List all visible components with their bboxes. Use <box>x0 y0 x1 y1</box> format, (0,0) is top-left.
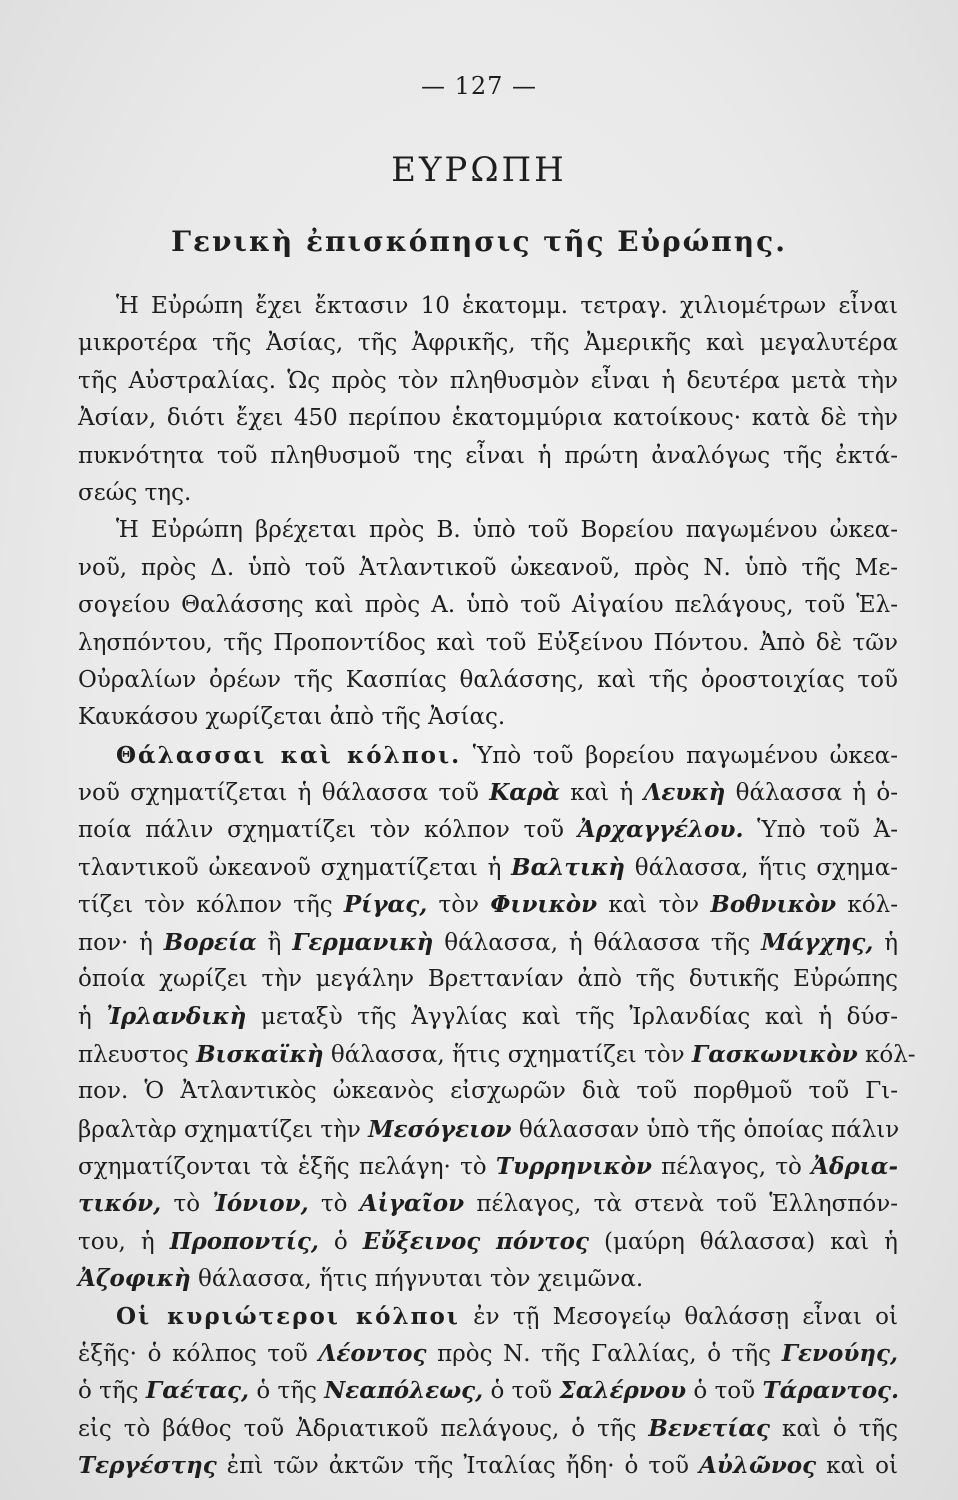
text-run: ἡ <box>873 929 898 956</box>
text-line <box>78 438 898 475</box>
emphasized-term: Τάραντος. <box>762 1377 900 1405</box>
text-run: θάλασσα ἡ ὁ- <box>725 780 898 807</box>
text-line <box>78 512 898 549</box>
emphasized-term: Βοθνικὸν <box>710 891 837 919</box>
emphasized-term: Γασκωνικὸν <box>691 1040 858 1068</box>
text-run: θάλασσα, ἡ θάλασσα τῆς <box>433 929 762 956</box>
emphasized-term: Προποντίς, <box>169 1227 319 1255</box>
text-run: θάλασσα, ἥτις πήγνυται τὸν χειμῶνα. <box>190 1266 644 1293</box>
text-run: θάλασσα, ἥτις σχημα- <box>625 854 898 881</box>
emphasized-term: Ἰρλανδικὴ <box>106 1003 247 1031</box>
body-text <box>78 288 916 1485</box>
emphasized-term: Αὐλῶνος <box>699 1452 817 1480</box>
text-run: τὸν <box>427 892 491 919</box>
text-line <box>78 1223 898 1260</box>
text-run: Οὐραλίων ὀρέων τῆς Κασπίας θαλάσσης, καὶ τῆς ὀροστοιχίας τοῦ <box>78 666 898 693</box>
emphasized-term: Ἀρχαγγέλου. <box>577 816 744 844</box>
text-line <box>78 1372 898 1409</box>
text-run: σογείου Θαλάσσης καὶ πρὸς Α. ὑπὸ τοῦ Αἰγαίου πελάγους, τοῦ Ἑλ- <box>78 592 898 619</box>
text-run: πρὸς Ν. τῆς Γαλλίας, ὁ τῆς <box>426 1340 782 1367</box>
emphasized-term: Νεαπόλεως, <box>324 1377 484 1405</box>
text-line <box>78 886 898 923</box>
text-run: ἐπὶ τῶν ἀκτῶν τῆς Ἰταλίας ἤδη· ὁ τοῦ <box>216 1453 700 1480</box>
text-run: τῆς Αὐστραλίας. Ὡς πρὸς τὸν πληθυσμὸν εἶναι ἡ δευτέρα μετὰ τὴν <box>78 367 898 394</box>
emphasized-term: Αἰγαῖον <box>359 1190 465 1218</box>
text-run: Ὑπὸ τοῦ Ἀ- <box>743 817 898 844</box>
text-run: νοῦ σχηματίζεται ἡ θάλασσα τοῦ <box>78 780 490 807</box>
text-run: (μαύρη θάλασσα) καὶ ἡ <box>588 1228 898 1255</box>
text-line <box>78 699 898 736</box>
text-line <box>78 1036 916 1073</box>
text-line <box>78 475 898 512</box>
emphasized-term: Λέοντος <box>318 1339 427 1367</box>
emphasized-term: Ἀζοφικὴ <box>78 1265 191 1293</box>
emphasized-term: Βαλτικὴ <box>511 853 625 881</box>
text-run: μεταξὺ τῆς Ἀγγλίας καὶ τῆς Ἰρλανδίας καὶ ἡ δύσ- <box>246 1004 898 1031</box>
text-run: κόλ- <box>836 892 898 919</box>
emphasized-term: Μάγχης, <box>761 928 874 956</box>
text-line <box>78 737 898 774</box>
text-line <box>78 587 898 624</box>
emphasized-term: Γερμανικὴ <box>292 928 434 956</box>
run-in-heading: Θάλασσαι καὶ κόλποι. <box>116 741 462 769</box>
text-run: λησπόντου, τῆς Προποντίδος καὶ τοῦ Εὐξείνου Πόντου. Ἀπὸ δὲ τῶν <box>78 629 898 656</box>
section-heading: Γενικὴ ἐπισκόπησις τῆς Εὐρώπης. <box>171 225 787 258</box>
text-run: τὸ <box>161 1191 213 1218</box>
text-run: ἑξῆς· ὁ κόλπος τοῦ <box>78 1340 319 1367</box>
emphasized-term: Βενετίας <box>648 1414 771 1442</box>
text-run: Ἡ Εὐρώπη ἔχει ἔκτασιν 10 ἑκατομμ. τετραγ. χιλιομέτρων εἶναι <box>116 293 898 319</box>
emphasized-term: Βορεία <box>163 928 257 956</box>
emphasized-term: Γενούης, <box>781 1339 899 1367</box>
text-run: καὶ οἱ <box>816 1453 898 1480</box>
emphasized-term: Λευκὴ <box>643 779 726 807</box>
text-line <box>78 363 898 400</box>
text-run: ὁ <box>318 1228 363 1255</box>
text-line <box>78 550 898 587</box>
text-run: μικροτέρα τῆς Ἀσίας, τῆς Ἀφρικῆς, τῆς Ἀμερικῆς καὶ μεγαλυτέρα <box>78 330 898 357</box>
text-line <box>78 1447 898 1484</box>
text-run: πλευστος <box>78 1041 197 1068</box>
text-line <box>78 961 898 998</box>
text-run: Καυκάσου χωρίζεται ἀπὸ τῆς Ἀσίας. <box>78 704 506 731</box>
text-run: τλαντικοῦ ὠκεανοῦ σχηματίζεται ἡ <box>78 854 512 881</box>
emphasized-term: Ἰόνιον, <box>212 1190 309 1218</box>
text-run: Ὑπὸ τοῦ βορείου παγωμένου ὠκεα- <box>461 742 898 769</box>
text-run: τὸ <box>308 1191 360 1218</box>
text-line <box>78 662 898 699</box>
text-run: νοῦ, πρὸς Δ. ὑπὸ τοῦ Ἀτλαντικοῦ ὠκεανοῦ, πρὸς Ν. ὑπὸ τῆς Με- <box>78 554 898 581</box>
text-line <box>78 849 898 886</box>
text-line <box>78 1111 898 1148</box>
emphasized-term: Βισκαϊκὴ <box>196 1040 324 1068</box>
text-run: κόλ- <box>857 1041 916 1068</box>
chapter-title: ΕΥΡΩΠΗ <box>391 150 567 190</box>
text-run: καὶ ἡ <box>559 780 644 807</box>
emphasized-term: Καρὰ <box>489 779 560 807</box>
text-line <box>78 1185 898 1222</box>
emphasized-term: Εὔξεινος πόντος <box>362 1227 589 1255</box>
emphasized-term: Ρίγας, <box>343 891 428 919</box>
text-line <box>78 811 898 848</box>
emphasized-term: Τεργέστης <box>78 1452 217 1480</box>
page-number: — 127 — <box>420 72 538 100</box>
text-line <box>78 924 898 961</box>
text-line <box>78 1073 898 1110</box>
emphasized-term: Φινικὸν <box>490 891 598 919</box>
text-line <box>78 1335 898 1372</box>
text-line <box>78 1148 898 1185</box>
text-run: βραλτὰρ σχηματίζει τὴν <box>78 1116 369 1143</box>
text-run: ἢ <box>256 929 293 956</box>
text-run: ὁ τοῦ <box>686 1378 763 1405</box>
text-run: καὶ τὸν <box>597 892 711 919</box>
text-run: πέλαγος, τὸ <box>651 1153 812 1180</box>
text-run: θάλασσα, ἥτις σχηματίζει τὸν <box>323 1041 692 1068</box>
emphasized-term: Τυρρηνικὸν <box>495 1152 652 1180</box>
text-run: εἰς τὸ βάθος τοῦ Ἀδριατικοῦ πελάγους, ὁ τῆς <box>78 1415 649 1442</box>
text-run: ἡ <box>78 1004 107 1031</box>
text-run: ὁ τῆς <box>249 1378 325 1405</box>
text-line <box>78 998 898 1035</box>
text-run: ἐν τῇ Μεσογείῳ θαλάσσῃ εἶναι οἱ <box>459 1303 899 1330</box>
text-line <box>78 400 898 437</box>
text-run: πέλαγος, τὰ στενὰ τοῦ Ἑλλησπόν- <box>464 1191 898 1218</box>
text-line <box>78 1260 898 1297</box>
text-run: πυκνότητα τοῦ πληθυσμοῦ της εἶναι ἡ πρώτη ἀναλόγως τῆς ἐκτά- <box>78 442 898 469</box>
text-run: ὁ τῆς <box>78 1378 146 1405</box>
emphasized-term: Μεσόγειον <box>368 1115 512 1143</box>
text-run: καὶ ὁ τῆς <box>770 1415 899 1442</box>
text-line <box>78 774 898 811</box>
emphasized-term: Γαέτας, <box>145 1377 250 1405</box>
text-run: σχηματίζονται τὰ ἑξῆς πελάγη· τὸ <box>78 1153 496 1180</box>
text-line <box>78 1298 898 1335</box>
text-line <box>78 625 898 662</box>
text-run: Ἡ Εὐρώπη βρέχεται πρὸς Β. ὑπὸ τοῦ Βορείου παγωμένου ὠκεα- <box>116 517 898 544</box>
text-run: Ἀσίαν, διότι ἔχει 450 περίπου ἑκατομμύρια κατοίκους· κατὰ δὲ τὴν <box>78 405 898 432</box>
run-in-heading: Οἱ κυριώτεροι κόλποι <box>116 1302 460 1330</box>
text-run: τίζει τὸν κόλπον τῆς <box>78 892 344 919</box>
emphasized-term: Σαλέρνου <box>559 1377 687 1405</box>
text-run: ὁ τοῦ <box>483 1378 560 1405</box>
text-run: πον. Ὁ Ἀτλαντικὸς ὠκεανὸς εἰσχωρῶν διὰ τοῦ πορθμοῦ τοῦ Γι- <box>78 1078 898 1105</box>
text-line <box>78 288 898 325</box>
text-line <box>78 325 898 362</box>
text-run: ὁποία χωρίζει τὴν μεγάλην Βρεττανίαν ἀπὸ τῆς δυτικῆς Εὐρώπης <box>78 966 898 993</box>
emphasized-term: τικόν, <box>78 1190 162 1218</box>
text-run: πον· ἡ <box>78 929 164 956</box>
text-run: θάλασσαν ὑπὸ τῆς ὁποίας πάλιν <box>511 1116 900 1143</box>
emphasized-term: Ἀδρια- <box>811 1152 898 1180</box>
text-run: του, ἡ <box>78 1228 170 1255</box>
text-line <box>78 1410 898 1447</box>
text-run: σεώς της. <box>78 479 192 506</box>
text-run: ποία πάλιν σχηματίζει τὸν κόλπον τοῦ <box>78 817 578 844</box>
